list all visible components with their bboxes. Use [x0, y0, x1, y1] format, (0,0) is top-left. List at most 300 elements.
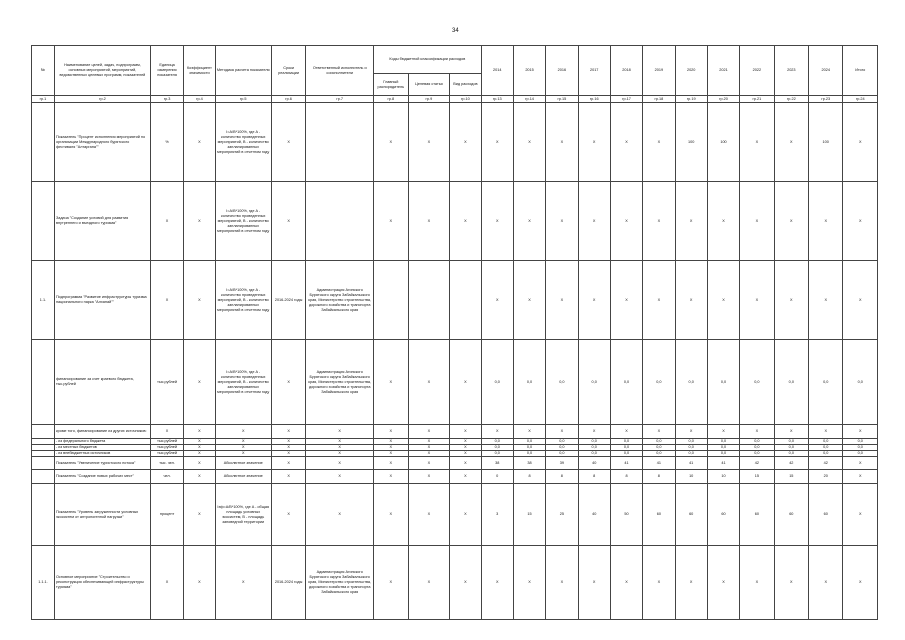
row-code-main: X — [374, 546, 408, 620]
row-code-type: X — [450, 340, 481, 425]
column-number: гр.3 — [150, 96, 183, 103]
header-coefficient: Коэффициент значимости — [184, 46, 215, 96]
column-number: гр.7 — [306, 96, 374, 103]
row-year-value: X — [707, 546, 739, 620]
row-period: X — [271, 340, 305, 425]
row-year-value: 100 — [675, 103, 707, 182]
row-year-value: X — [546, 261, 578, 340]
row-year-value: 0,0 — [809, 445, 843, 451]
row-year-value: X — [843, 182, 878, 261]
row-code-target: X — [408, 451, 450, 457]
row-name: - из федерального бюджета — [54, 439, 150, 445]
header-total: Итого — [843, 46, 878, 96]
header-year: 2021 — [707, 46, 739, 96]
row-name: - из местных бюджетов — [54, 445, 150, 451]
row-code-type — [450, 261, 481, 340]
column-number: гр.15 — [546, 96, 578, 103]
row-code-type: X — [450, 546, 481, 620]
row-unit: тыс.рублей — [150, 439, 183, 445]
row-year-value: X — [843, 425, 878, 439]
row-year-value: 0,0 — [707, 340, 739, 425]
row-number — [32, 457, 55, 470]
row-code-type: X — [450, 484, 481, 546]
row-year-value: X — [843, 546, 878, 620]
row-year-value: 0,0 — [481, 439, 513, 445]
row-year-value: X — [513, 425, 545, 439]
row-year-value: X — [774, 546, 808, 620]
header-year: 2017 — [578, 46, 610, 96]
row-coefficient: X — [184, 546, 215, 620]
row-method: X — [215, 445, 271, 451]
row-year-value: 0,0 — [643, 340, 675, 425]
row-year-value: X — [843, 470, 878, 484]
row-year-value: 100 — [809, 103, 843, 182]
row-year-value: 0,0 — [740, 445, 774, 451]
row-code-target: X — [408, 103, 450, 182]
column-number: гр.23 — [809, 96, 843, 103]
row-year-value: X — [774, 103, 808, 182]
table-row — [32, 261, 878, 340]
column-number: гр.6 — [271, 96, 305, 103]
row-year-value: 0,0 — [707, 451, 739, 457]
row-year-value: 0,0 — [740, 340, 774, 425]
row-year-value: X — [513, 103, 545, 182]
row-year-value: 20 — [809, 470, 843, 484]
row-code-target: X — [408, 445, 450, 451]
header-code-main: Главный распорядитель — [374, 74, 408, 96]
header-no: № — [32, 46, 55, 96]
column-number: гр.19 — [675, 96, 707, 103]
header-responsible: Ответственный исполнитель и соисполнители — [306, 46, 374, 96]
row-period: X — [271, 445, 305, 451]
table-row — [32, 182, 878, 261]
row-year-value: 0,0 — [740, 451, 774, 457]
row-name: финансирование за счет краевого бюджета, тыс.рублей — [54, 340, 150, 425]
row-year-value: X — [546, 182, 578, 261]
row-year-value: X — [675, 182, 707, 261]
row-year-value: 0,0 — [707, 445, 739, 451]
row-year-value: X — [740, 261, 774, 340]
row-year-value: 0,0 — [578, 340, 610, 425]
row-year-value: X — [643, 261, 675, 340]
row-name: кроме того, финансирование из других источников: — [54, 425, 150, 439]
row-year-value: 0,0 — [675, 451, 707, 457]
row-method: X — [215, 439, 271, 445]
row-responsible: X — [306, 445, 374, 451]
row-year-value: X — [843, 261, 878, 340]
row-year-value: X — [610, 425, 642, 439]
row-code-main: X — [374, 182, 408, 261]
row-name: Задача "Создание условий для развития внутреннего и въездного туризма" — [54, 182, 150, 261]
row-year-value: X — [643, 182, 675, 261]
row-year-value: 0,0 — [546, 439, 578, 445]
row-responsible: X — [306, 439, 374, 445]
row-code-type: X — [450, 182, 481, 261]
row-number: 1.1.1. — [32, 546, 55, 620]
row-code-target: X — [408, 457, 450, 470]
row-number — [32, 340, 55, 425]
row-code-main: X — [374, 340, 408, 425]
row-year-value: X — [675, 261, 707, 340]
row-name: Показатель "Увеличение туристского потока" — [54, 457, 150, 470]
row-year-value: 60 — [643, 484, 675, 546]
row-method: Абсолютное значение — [215, 470, 271, 484]
row-year-value: X — [513, 546, 545, 620]
row-year-value: X — [707, 182, 739, 261]
row-name: Основное мероприятие "Строительство и реконструкция обеспечивающей инфраструктуры туризма" — [54, 546, 150, 620]
row-year-value: 10 — [707, 470, 739, 484]
row-period: X — [271, 182, 305, 261]
row-coefficient: X — [184, 261, 215, 340]
row-year-value: X — [610, 546, 642, 620]
row-code-type: X — [450, 445, 481, 451]
row-year-value: 8 — [578, 470, 610, 484]
row-year-value: 41 — [675, 457, 707, 470]
table-row — [32, 425, 878, 439]
row-year-value: 0,0 — [707, 439, 739, 445]
row-year-value: 0,0 — [610, 340, 642, 425]
row-unit: X — [150, 425, 183, 439]
row-year-value: 0,0 — [481, 445, 513, 451]
row-period: X — [271, 425, 305, 439]
column-number: гр.18 — [643, 96, 675, 103]
row-code-target: X — [408, 425, 450, 439]
row-year-value: X — [481, 182, 513, 261]
row-year-value: 8 — [513, 470, 545, 484]
header-year: 2022 — [740, 46, 774, 96]
row-year-value: X — [809, 261, 843, 340]
row-year-value: 40 — [578, 484, 610, 546]
row-year-value: X — [578, 425, 610, 439]
row-year-value: X — [774, 261, 808, 340]
row-year-value: 60 — [774, 484, 808, 546]
row-code-target — [408, 261, 450, 340]
row-number — [32, 182, 55, 261]
header-year: 2016 — [546, 46, 578, 96]
row-method: I=A/B*100%, где A - количество проведенных мероприятий, B - количество запланированных мероприятий в отчетном году — [215, 261, 271, 340]
row-year-value: 0,0 — [481, 451, 513, 457]
table-row — [32, 103, 878, 182]
row-name: Подпрограмма "Развитие инфраструктуры туризма национального парка "Алханай"" — [54, 261, 150, 340]
column-number: гр.22 — [774, 96, 808, 103]
row-number — [32, 470, 55, 484]
row-year-value: X — [578, 182, 610, 261]
row-year-value: 42 — [809, 457, 843, 470]
row-responsible — [306, 103, 374, 182]
row-code-type: X — [450, 439, 481, 445]
row-year-value: 0,0 — [513, 439, 545, 445]
table-row — [32, 457, 878, 470]
row-year-value: 15 — [774, 470, 808, 484]
row-year-value: X — [546, 546, 578, 620]
row-year-value: 0,0 — [643, 451, 675, 457]
row-method: X — [215, 546, 271, 620]
row-year-value: 41 — [643, 457, 675, 470]
row-code-main: X — [374, 457, 408, 470]
table-row — [32, 546, 878, 620]
table-row — [32, 470, 878, 484]
row-year-value: 60 — [740, 484, 774, 546]
header-name: Наименование целей, задач, подпрограмм, основных мероприятий, мероприятий, ведомственных целевых программ, показателей — [54, 46, 150, 96]
row-year-value: 38 — [513, 457, 545, 470]
row-code-main: X — [374, 439, 408, 445]
header-year: 2018 — [610, 46, 642, 96]
row-year-value: 8 — [643, 470, 675, 484]
header-method: Методика расчета показателя — [215, 46, 271, 96]
column-number: гр.20 — [707, 96, 739, 103]
row-year-value: 38 — [481, 457, 513, 470]
row-period: 2016-2024 годы — [271, 546, 305, 620]
program-table — [31, 45, 878, 620]
row-code-main: X — [374, 425, 408, 439]
column-number: гр.2 — [54, 96, 150, 103]
row-year-value: 0,0 — [546, 451, 578, 457]
row-year-value: 0,0 — [843, 439, 878, 445]
row-year-value: X — [481, 546, 513, 620]
column-number: гр.21 — [740, 96, 774, 103]
row-period: X — [271, 103, 305, 182]
row-coefficient: X — [184, 451, 215, 457]
row-year-value: X — [707, 261, 739, 340]
row-year-value: 0,0 — [675, 445, 707, 451]
row-year-value: X — [546, 425, 578, 439]
column-number: гр.17 — [610, 96, 642, 103]
row-year-value: 42 — [774, 457, 808, 470]
column-number: гр.24 — [843, 96, 878, 103]
row-code-main: X — [374, 484, 408, 546]
row-period: X — [271, 470, 305, 484]
row-responsible: Администрация Агинского Бурятского округа Забайкальского края, Министерство строительства, дорожного хозяйства и транспорта Забайкальского края — [306, 261, 374, 340]
row-year-value: X — [578, 103, 610, 182]
column-number: гр.8 — [374, 96, 408, 103]
row-year-value: 15 — [513, 484, 545, 546]
column-number: гр.5 — [215, 96, 271, 103]
row-year-value: 25 — [546, 484, 578, 546]
row-year-value: 10 — [675, 470, 707, 484]
row-year-value: 0,0 — [643, 439, 675, 445]
row-year-value: 39 — [546, 457, 578, 470]
row-year-value: X — [643, 103, 675, 182]
row-year-value: X — [513, 182, 545, 261]
row-responsible: X — [306, 425, 374, 439]
column-number: гр.9 — [408, 96, 450, 103]
column-number: гр.13 — [481, 96, 513, 103]
row-year-value: 0,0 — [675, 340, 707, 425]
row-year-value: X — [707, 425, 739, 439]
row-name: Показатель "Уровень загруженности условных экосистем от антропогенной нагрузки" — [54, 484, 150, 546]
header-period: Сроки реализации — [271, 46, 305, 96]
row-year-value: X — [513, 261, 545, 340]
row-responsible: X — [306, 457, 374, 470]
row-year-value: 40 — [578, 457, 610, 470]
row-code-main — [374, 261, 408, 340]
header-year: 2024 — [809, 46, 843, 96]
row-year-value: 0,0 — [643, 445, 675, 451]
row-code-target: X — [408, 340, 450, 425]
row-coefficient: X — [184, 103, 215, 182]
header-year: 2020 — [675, 46, 707, 96]
row-year-value: 8 — [610, 470, 642, 484]
row-responsible: X — [306, 470, 374, 484]
row-code-type: X — [450, 451, 481, 457]
header-budget-codes: Коды бюджетной классификации расходов — [374, 46, 481, 74]
row-year-value: X — [740, 182, 774, 261]
header-unit: Единица измерения показателя — [150, 46, 183, 96]
row-number — [32, 103, 55, 182]
row-code-main: X — [374, 470, 408, 484]
row-year-value: X — [610, 261, 642, 340]
row-code-main: X — [374, 445, 408, 451]
row-period: X — [271, 439, 305, 445]
row-year-value: 42 — [740, 457, 774, 470]
row-year-value: 0,0 — [578, 439, 610, 445]
row-year-value: X — [481, 261, 513, 340]
row-year-value: X — [843, 457, 878, 470]
row-code-main: X — [374, 451, 408, 457]
row-unit: чел. — [150, 470, 183, 484]
row-year-value: 60 — [707, 484, 739, 546]
row-year-value: 100 — [707, 103, 739, 182]
row-responsible: X — [306, 484, 374, 546]
row-code-target: X — [408, 182, 450, 261]
header-code-type: Вид расходов — [450, 74, 481, 96]
row-year-value: 0,0 — [774, 439, 808, 445]
row-year-value: 0,0 — [578, 451, 610, 457]
row-period: X — [271, 457, 305, 470]
row-year-value: 0,0 — [513, 445, 545, 451]
row-coefficient: X — [184, 340, 215, 425]
row-method: Абсолютное значение — [215, 457, 271, 470]
row-responsible: X — [306, 451, 374, 457]
row-year-value: X — [578, 261, 610, 340]
row-responsible: Администрация Агинского Бурятского округа Забайкальского края, Министерство строительства, дорожного хозяйства и транспорта Забайкальского края — [306, 546, 374, 620]
row-year-value: 0,0 — [546, 445, 578, 451]
row-year-value: 41 — [610, 457, 642, 470]
row-year-value: 0,0 — [809, 340, 843, 425]
row-year-value: X — [481, 103, 513, 182]
row-year-value: 60 — [809, 484, 843, 546]
row-coefficient: X — [184, 484, 215, 546]
header-year: 2019 — [643, 46, 675, 96]
row-year-value: 41 — [707, 457, 739, 470]
row-year-value: 0,0 — [740, 439, 774, 445]
row-code-target: X — [408, 484, 450, 546]
row-code-type: X — [450, 457, 481, 470]
row-year-value: 0,0 — [513, 340, 545, 425]
row-year-value: 0,0 — [481, 340, 513, 425]
row-unit: тыс.рублей — [150, 451, 183, 457]
row-coefficient: X — [184, 445, 215, 451]
column-number-row — [32, 96, 878, 103]
row-year-value: X — [809, 425, 843, 439]
column-number: гр.10 — [450, 96, 481, 103]
row-method: I=A/B*100%, где A - количество проведенных мероприятий, B - количество запланированных мероприятий в отчетном году — [215, 182, 271, 261]
row-year-value: X — [675, 425, 707, 439]
row-code-type: X — [450, 103, 481, 182]
row-code-type: X — [450, 425, 481, 439]
row-coefficient: X — [184, 182, 215, 261]
row-year-value: 8 — [546, 470, 578, 484]
row-year-value: 15 — [740, 470, 774, 484]
row-period: 2016-2024 годы — [271, 261, 305, 340]
row-year-value: X — [740, 546, 774, 620]
row-year-value: 60 — [675, 484, 707, 546]
row-period: X — [271, 484, 305, 546]
row-year-value: 0 — [481, 470, 513, 484]
row-unit: X — [150, 182, 183, 261]
row-year-value: 0,0 — [774, 451, 808, 457]
row-unit: % — [150, 103, 183, 182]
row-year-value: 0,0 — [809, 439, 843, 445]
row-responsible: Администрация Агинского Бурятского округа Забайкальского края, Министерство строительства, дорожного хозяйства и транспорта Забайкальского края — [306, 340, 374, 425]
row-name: - из внебюджетных источников — [54, 451, 150, 457]
row-year-value: X — [740, 425, 774, 439]
row-year-value: X — [643, 425, 675, 439]
row-name: Показатель "Создание новых рабочих мест" — [54, 470, 150, 484]
row-year-value: X — [546, 103, 578, 182]
row-period: X — [271, 451, 305, 457]
row-year-value: X — [643, 546, 675, 620]
row-name: Показатель "Процент исполнения мероприятий по организации Международного бурятского фестиваля "Алтаргана"" — [54, 103, 150, 182]
row-coefficient: X — [184, 425, 215, 439]
row-number: 1.1. — [32, 261, 55, 340]
row-year-value: X — [481, 425, 513, 439]
row-year-value: 0,0 — [578, 445, 610, 451]
row-year-value: X — [740, 103, 774, 182]
row-unit: тыс.рублей — [150, 340, 183, 425]
row-year-value: 0,0 — [774, 445, 808, 451]
row-year-value: 0,0 — [843, 340, 878, 425]
row-code-type: X — [450, 470, 481, 484]
row-unit: тыс.рублей — [150, 445, 183, 451]
row-year-value: 3 — [481, 484, 513, 546]
column-number: гр.4 — [184, 96, 215, 103]
row-method: I=A/B*100%, где A - количество проведенных мероприятий, B - количество запланированных мероприятий в отчетном году — [215, 340, 271, 425]
row-year-value: X — [809, 546, 843, 620]
row-year-value: X — [774, 182, 808, 261]
page-number: 34 — [452, 28, 459, 34]
row-year-value: 0,0 — [675, 439, 707, 445]
row-coefficient: X — [184, 439, 215, 445]
row-code-target: X — [408, 546, 450, 620]
row-year-value: X — [809, 182, 843, 261]
row-code-main: X — [374, 103, 408, 182]
row-year-value: 0,0 — [809, 451, 843, 457]
row-coefficient: X — [184, 470, 215, 484]
row-year-value: 0,0 — [843, 445, 878, 451]
row-year-value: 0,0 — [610, 451, 642, 457]
row-year-value: 0,0 — [843, 451, 878, 457]
row-number — [32, 425, 55, 439]
column-number: гр.1 — [32, 96, 55, 103]
column-number: гр.14 — [513, 96, 545, 103]
row-year-value: X — [675, 546, 707, 620]
column-number: гр.16 — [578, 96, 610, 103]
row-method: X — [215, 451, 271, 457]
row-year-value: X — [578, 546, 610, 620]
row-unit: тыс. чел. — [150, 457, 183, 470]
row-year-value: X — [843, 484, 878, 546]
table-row — [32, 484, 878, 546]
row-method: X — [215, 425, 271, 439]
header-year: 2015 — [513, 46, 545, 96]
row-unit: X — [150, 546, 183, 620]
header-year: 2023 — [774, 46, 808, 96]
row-method: Iэф=A/B*100%, где A - общая площадь условных экосистем, B - площадь заповедной территории — [215, 484, 271, 546]
row-method: I=A/B*100%, где A - количество проведенных мероприятий, B - количество запланированных мероприятий в отчетном году — [215, 103, 271, 182]
row-year-value: 0,0 — [774, 340, 808, 425]
header-code-target: Целевая статья — [408, 74, 450, 96]
